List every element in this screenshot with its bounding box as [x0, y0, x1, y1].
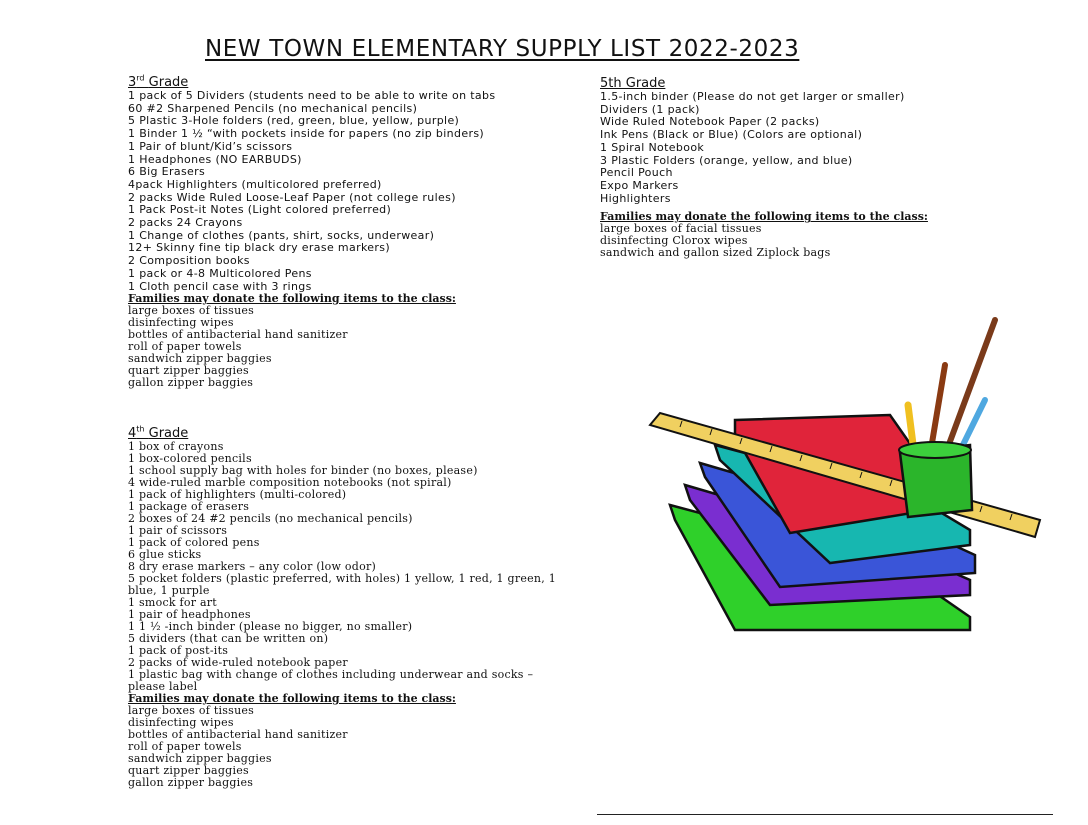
donate-item: roll of paper towels — [128, 340, 242, 354]
list-item: 2 packs of wide-ruled notebook paper — [128, 656, 348, 669]
grade4-donate-list — [128, 705, 573, 789]
grade3-heading: 3rd Grade — [128, 73, 189, 90]
donate-item: quart zipper baggies — [128, 364, 249, 378]
grade5-donate-list — [600, 223, 1050, 259]
list-item: 1 1 ½ -inch binder (please no bigger, no smaller) — [128, 620, 413, 633]
list-item: 1 Cloth pencil case with 3 rings — [128, 279, 312, 293]
list-item: 1 Headphones (NO EARBUDS) — [128, 152, 302, 166]
list-item: 6 glue sticks — [128, 548, 202, 561]
donate-item: disinfecting Clorox wipes — [600, 234, 748, 248]
list-item: Pencil Pouch — [600, 166, 673, 180]
grade4-heading: 4th Grade — [128, 424, 189, 441]
donate-item: large boxes of tissues — [128, 304, 255, 318]
list-item: 1 pair of headphones — [128, 608, 251, 621]
list-item: 1 Pair of blunt/Kid’s scissors — [128, 139, 293, 153]
grade3-donate-heading: Families may donate the following items to the class: — [128, 292, 456, 306]
donate-item: quart zipper baggies — [128, 764, 249, 777]
list-item: 1 box of crayons — [128, 440, 224, 453]
donate-item: sandwich zipper baggies — [128, 752, 272, 765]
list-item: 1 pack of colored pens — [128, 536, 260, 549]
list-item: Highlighters — [600, 191, 671, 205]
list-item: Dividers (1 pack) — [600, 102, 700, 116]
list-item: Ink Pens (Black or Blue) (Colors are optional) — [600, 128, 863, 142]
list-item: 2 packs Wide Ruled Loose-Leaf Paper (not college rules) — [128, 190, 456, 204]
list-item: 5 Plastic 3-Hole folders (red, green, blue, yellow, purple) — [128, 114, 460, 128]
list-item: 2 Composition books — [128, 254, 250, 268]
donate-item: roll of paper towels — [128, 740, 242, 753]
list-item: 1 pack of post-its — [128, 644, 229, 657]
list-item: 2 packs 24 Crayons — [128, 216, 243, 230]
grade4-donate-heading: Families may donate the following items to the class: — [128, 692, 456, 705]
list-item: 1 pack of 5 Dividers (students need to be able to write on tabs — [128, 89, 496, 102]
list-item: 1 Pack Post-it Notes (Light colored preferred) — [128, 203, 392, 217]
signature-line — [597, 814, 1053, 815]
list-item: Wide Ruled Notebook Paper (2 packs) — [600, 115, 820, 129]
page-title: NEW TOWN ELEMENTARY SUPPLY LIST 2022-2023 — [205, 36, 800, 62]
list-item: 2 boxes of 24 #2 pencils (no mechanical pencils) — [128, 512, 413, 525]
school-supplies-illustration-icon — [640, 305, 1050, 640]
list-item: 5 dividers (that can be written on) — [128, 632, 329, 645]
list-item: 6 Big Erasers — [128, 165, 206, 179]
list-item: 3 Plastic Folders (orange, yellow, and blue) — [600, 153, 853, 167]
grade5-heading: 5th Grade — [600, 76, 666, 91]
grade5-item-list — [600, 91, 1050, 205]
list-item: 1 Change of clothes (pants, shirt, socks, underwear) — [128, 228, 435, 242]
donate-item: disinfecting wipes — [128, 716, 234, 729]
list-item: 1 pack or 4-8 Multicolored Pens — [128, 266, 312, 280]
list-item: 5 pocket folders (plastic preferred, with holes) 1 yellow, 1 red, 1 green, 1 blue, 1 purple — [128, 572, 556, 597]
donate-item: sandwich and gallon sized Ziplock bags — [600, 246, 831, 260]
list-item: 1 smock for art — [128, 596, 217, 609]
list-item: 8 dry erase markers – any color (low odor) — [128, 560, 377, 573]
list-item: 12+ Skinny fine tip black dry erase markers) — [128, 241, 390, 255]
donate-item: large boxes of facial tissues — [600, 222, 762, 236]
list-item: 1 school supply bag with holes for binder (no boxes, please) — [128, 464, 478, 477]
donate-item: large boxes of tissues — [128, 704, 255, 717]
grade4-section — [128, 424, 573, 789]
grade4-item-list — [128, 441, 573, 693]
list-item: 4 wide-ruled marble composition notebooks (not spiral) — [128, 476, 452, 489]
donate-item: gallon zipper baggies — [128, 376, 254, 390]
donate-item: bottles of antibacterial hand sanitizer — [128, 328, 348, 342]
list-item: 1.5-inch binder (Please do not get larger or smaller) — [600, 90, 905, 103]
list-item: 1 pack of highlighters (multi-colored) — [128, 488, 347, 501]
grade5-donate-heading: Families may donate the following items to the class: — [600, 210, 928, 224]
list-item: 1 Spiral Notebook — [600, 140, 705, 154]
donate-item: bottles of antibacterial hand sanitizer — [128, 728, 348, 741]
grade3-section — [128, 73, 573, 390]
donate-item: gallon zipper baggies — [128, 776, 254, 789]
list-item: Expo Markers — [600, 178, 679, 192]
grade3-item-list — [128, 90, 573, 293]
grade3-donate-list — [128, 305, 573, 389]
donate-item: disinfecting wipes — [128, 316, 234, 330]
grade5-section — [600, 77, 1050, 259]
list-item: 60 #2 Sharpened Pencils (no mechanical pencils) — [128, 101, 418, 115]
list-item: 1 Binder 1 ½ “with pockets inside for papers (no zip binders) — [128, 127, 485, 141]
list-item: 1 pair of scissors — [128, 524, 228, 537]
list-item: 1 package of erasers — [128, 500, 250, 513]
donate-item: sandwich zipper baggies — [128, 352, 272, 366]
list-item: 1 box-colored pencils — [128, 452, 252, 465]
list-item: 4pack Highlighters (multicolored preferred) — [128, 177, 382, 191]
list-item: 1 plastic bag with change of clothes including underwear and socks – please label — [128, 668, 534, 693]
